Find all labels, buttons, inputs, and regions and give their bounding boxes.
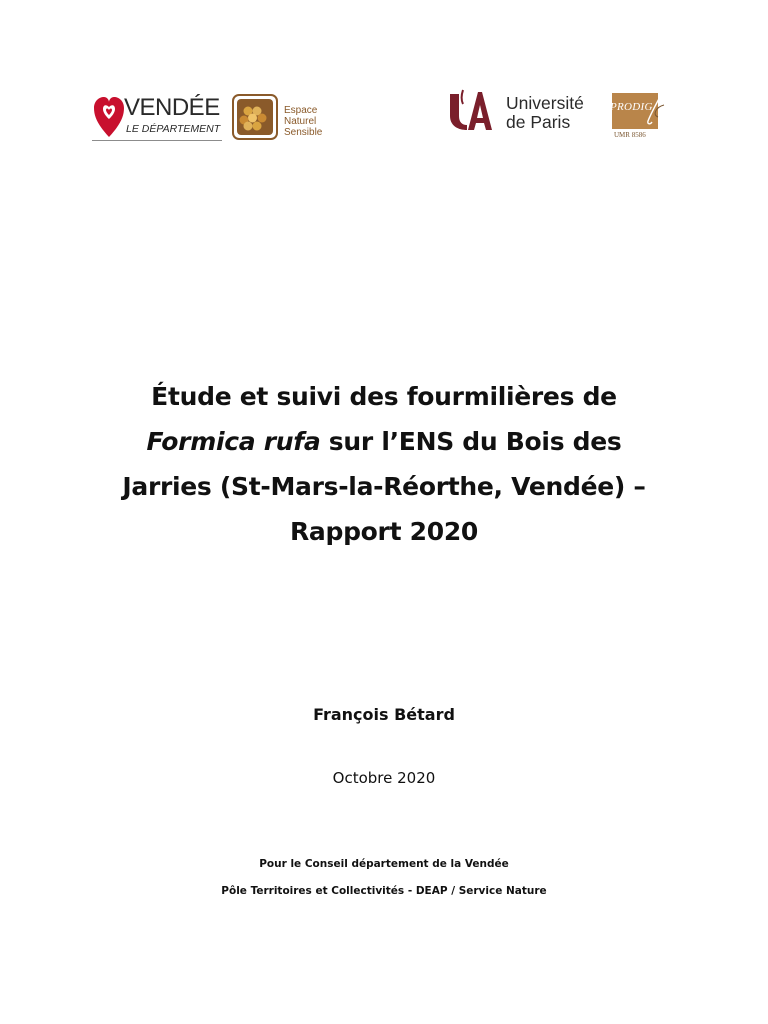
title-line-3: Jarries (St-Mars-la-Réorthe, Vendée) – <box>122 472 646 501</box>
vendee-heart-icon <box>94 95 124 139</box>
universite-line-2: de Paris <box>506 112 571 132</box>
title-line-2-rest: sur l’ENS du Bois des <box>320 427 622 456</box>
prodig-name: PRODIG <box>610 101 653 113</box>
ens-line-3: Sensible <box>284 127 323 138</box>
title-line-1: Étude et suivi des fourmilières de <box>151 382 617 411</box>
title-line-2 <box>60 419 708 464</box>
ens-text <box>284 105 322 138</box>
commissioned-for: Pour le Conseil département de la Vendée <box>259 858 509 870</box>
prodig-umr: UMR 8586 <box>614 131 646 139</box>
vendee-logo <box>92 93 224 143</box>
universite-mark-icon <box>448 88 494 132</box>
ens-logo <box>232 94 332 142</box>
universite-de-paris-logo <box>448 88 608 136</box>
author-name: François Bétard <box>313 705 455 724</box>
publication-date: Octobre 2020 <box>332 769 436 787</box>
universite-line-1: Université <box>506 93 584 113</box>
universite-text <box>506 94 584 132</box>
vendee-subtitle: LE DÉPARTEMENT <box>126 123 221 135</box>
prodig-swash-icon <box>638 91 668 131</box>
prodig-logo <box>610 91 668 143</box>
title-line-4: Rapport 2020 <box>289 517 479 546</box>
vendee-name: VENDÉE <box>124 94 220 121</box>
document-title <box>60 374 708 554</box>
ens-line-2: Naturel <box>284 116 317 127</box>
ens-line-1: Espace <box>284 105 318 116</box>
ens-honeycomb-icon <box>232 94 278 140</box>
department-line: Pôle Territoires et Collectivités - DEAP / Service Nature <box>221 885 547 897</box>
species-name: Formica rufa <box>146 427 321 456</box>
vendee-divider <box>92 140 222 141</box>
